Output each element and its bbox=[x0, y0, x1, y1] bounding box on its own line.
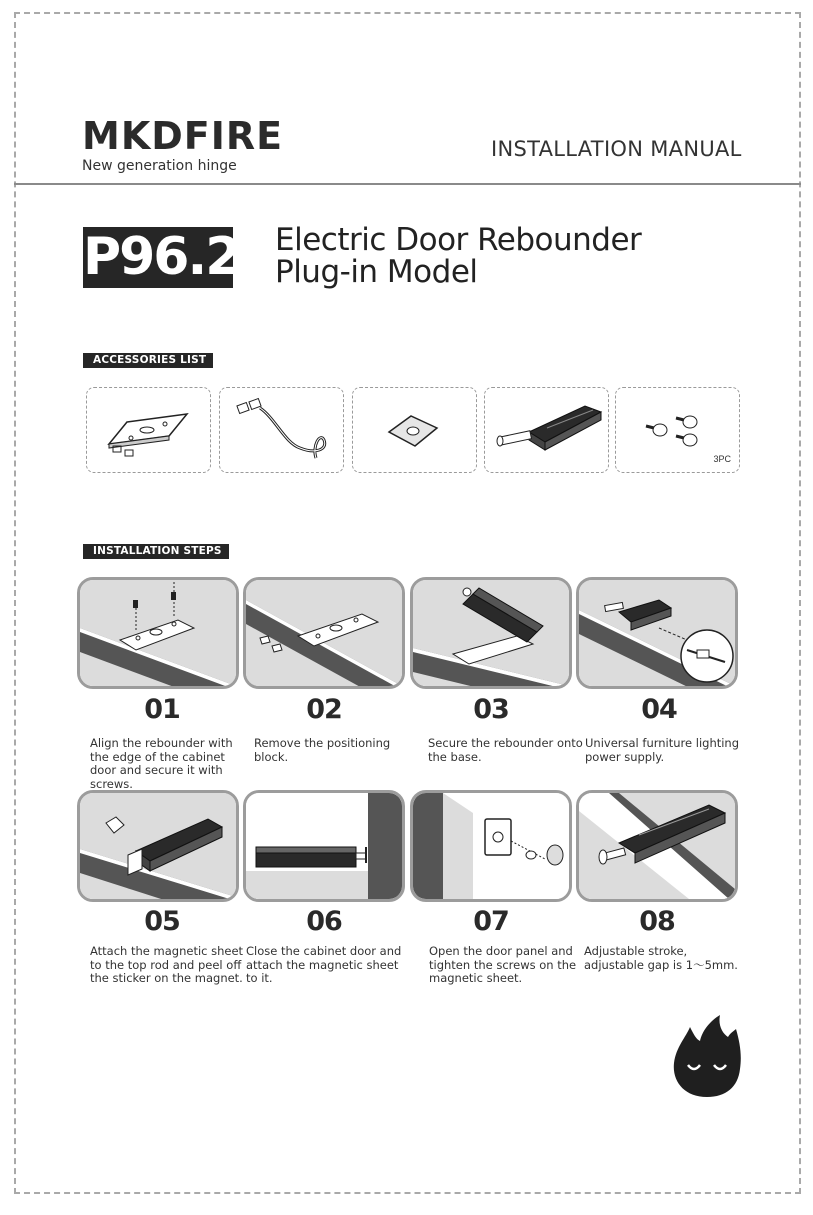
step-03-illustration bbox=[410, 577, 572, 689]
installation-steps-label: INSTALLATION STEPS bbox=[83, 544, 229, 559]
accessory-magnetic-sheet bbox=[352, 387, 477, 473]
step-01-number: 01 bbox=[144, 694, 180, 725]
document-type: INSTALLATION MANUAL bbox=[491, 137, 742, 161]
product-title-line1: Electric Door Rebounder bbox=[275, 222, 642, 258]
step-02-text: Remove the positioning block. bbox=[254, 736, 391, 764]
brand-tagline: New generation hinge bbox=[82, 158, 237, 174]
step-07-illustration bbox=[410, 790, 572, 902]
step-02-number: 02 bbox=[306, 694, 342, 725]
step-03-number: 03 bbox=[473, 694, 509, 725]
step-04-text: Universal furniture lighting power supply. bbox=[585, 736, 740, 764]
step-06-illustration bbox=[243, 790, 405, 902]
step-03-text: Secure the rebounder onto the base. bbox=[428, 736, 583, 764]
step-01-illustration bbox=[77, 577, 239, 689]
rebounder-unit-icon bbox=[485, 388, 610, 474]
model-number: P96.2 bbox=[83, 227, 240, 287]
step-05-number: 05 bbox=[144, 906, 180, 937]
product-title-line2: Plug-in Model bbox=[275, 254, 478, 290]
step-04-illustration bbox=[576, 577, 738, 689]
brand-logo: MKDFIRE bbox=[82, 114, 284, 158]
magnetic-sheet-icon bbox=[353, 388, 478, 474]
step-02-illustration bbox=[243, 577, 405, 689]
accessories-label: ACCESSORIES LIST bbox=[83, 353, 213, 368]
flame-mascot-icon bbox=[670, 1013, 744, 1099]
screws-quantity: 3PC bbox=[713, 454, 731, 464]
accessory-power-cable bbox=[219, 387, 344, 473]
mounting-base-icon bbox=[87, 388, 212, 474]
accessory-screws bbox=[615, 387, 740, 473]
step-05-text: Attach the magnetic sheet to the top rod and peel off the sticker on the magnet. bbox=[90, 944, 244, 985]
step-07-number: 07 bbox=[473, 906, 509, 937]
step-08-illustration bbox=[576, 790, 738, 902]
step-01-text: Align the rebounder with the edge of the cabinet door and secure it with screws. bbox=[90, 736, 233, 791]
header-divider bbox=[14, 183, 801, 185]
step-07-text: Open the door panel and tighten the screws on the magnetic sheet. bbox=[429, 944, 577, 985]
step-06-number: 06 bbox=[306, 906, 342, 937]
step-05-illustration bbox=[77, 790, 239, 902]
step-06-text: Close the cabinet door and attach the magnetic sheet to it. bbox=[246, 944, 402, 985]
power-cable-icon bbox=[220, 388, 345, 474]
accessory-mounting-base bbox=[86, 387, 211, 473]
accessory-rebounder-unit bbox=[484, 387, 609, 473]
step-08-number: 08 bbox=[639, 906, 675, 937]
step-08-text: Adjustable stroke, adjustable gap is 1～5mm. bbox=[584, 944, 738, 972]
step-04-number: 04 bbox=[641, 694, 677, 725]
